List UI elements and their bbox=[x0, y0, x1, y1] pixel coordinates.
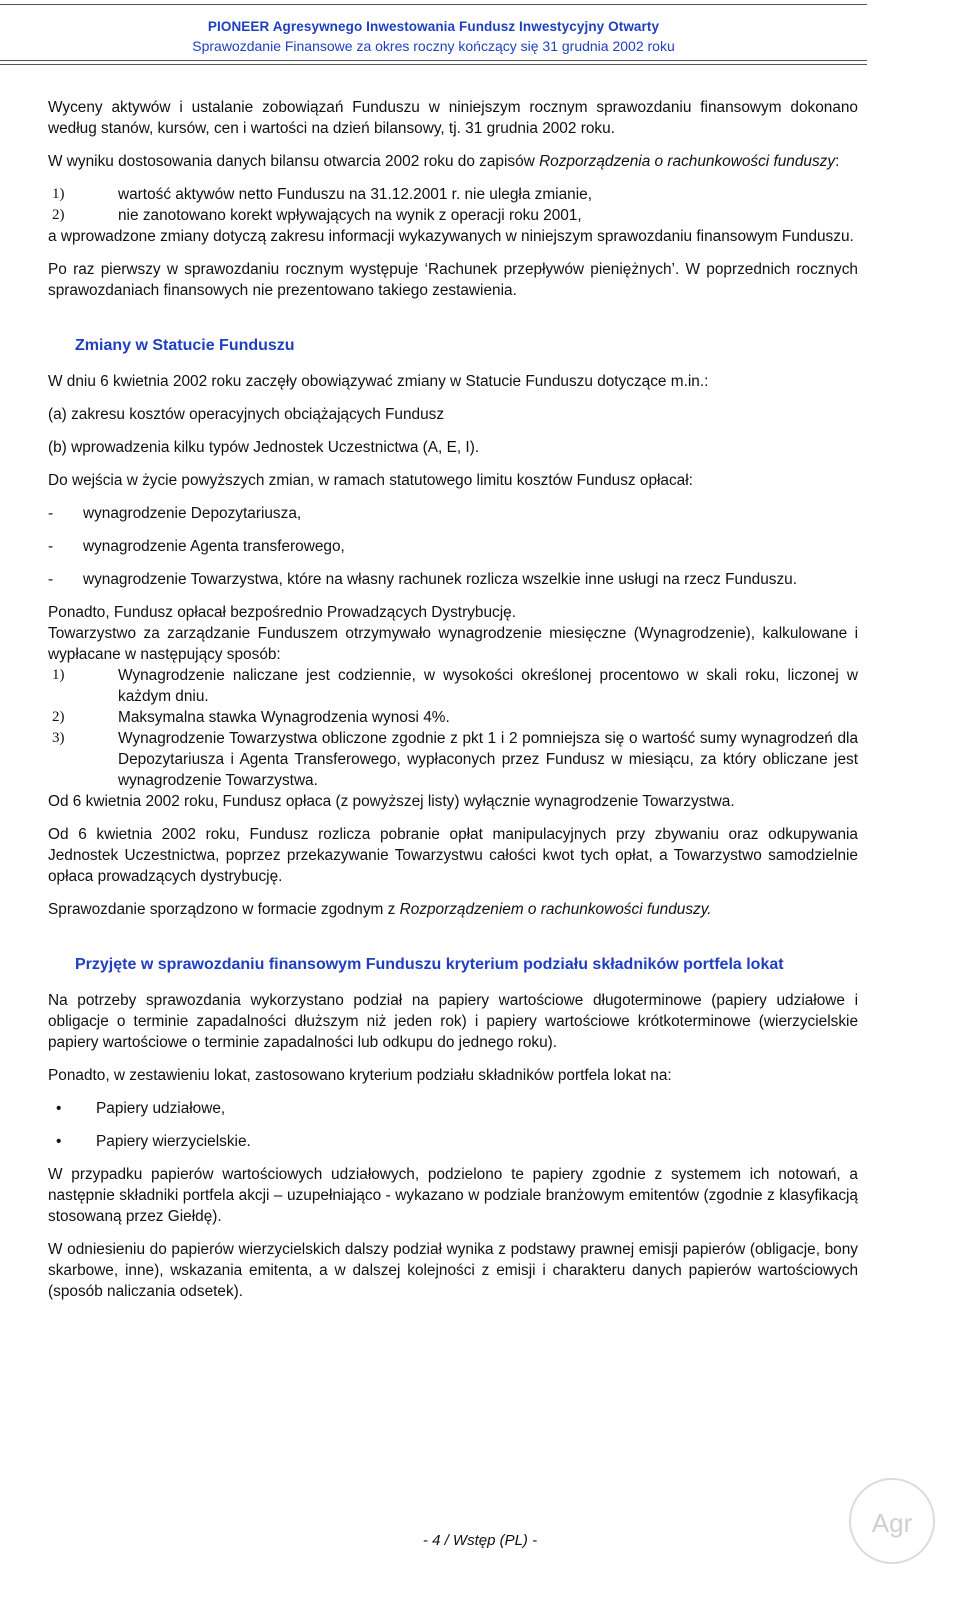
paragraph-fees: Od 6 kwietnia 2002 roku, Fundusz rozlicza pobranie opłat manipulacyjnych przy zbywaniu oraz odkupywania Jednostek Uczestnictwa, poprzez przekazywanie Towarzystwu całości kwot tych opłat, a Towarzystwo samodzielnie opłaca prowadzących dystrybucję. bbox=[48, 826, 858, 885]
paragraph-from-april: Od 6 kwietnia 2002 roku, Fundusz opłaca (z powyższej listy) wyłącznie wynagrodzenie Towarzystwa. bbox=[48, 793, 735, 810]
paragraph-portfolio-intro: Ponadto, w zestawieniu lokat, zastosowano kryterium podziału składników portfela lokat na: bbox=[48, 1067, 672, 1084]
header-rule-top bbox=[0, 4, 867, 5]
numbered-item bbox=[48, 707, 858, 728]
dash-list-item bbox=[48, 569, 858, 590]
page-footer: - 4 / Wstęp (PL) - bbox=[422, 1532, 538, 1549]
item-number: 1) bbox=[52, 186, 65, 202]
paragraph-debt: W odniesieniu do papierów wierzycielskich dalszy podział wynika z podstawy prawnej emisji papierów (obligacje, bony skarbowe, inne), wskazania emitenta, a w dalszej kolejności z emisji i charakteru danych papierów wartościowych (sposób naliczania odsetek). bbox=[48, 1241, 858, 1300]
dash-marker: - bbox=[48, 571, 54, 588]
item-text: Wynagrodzenie Towarzystwa obliczone zgodnie z pkt 1 i 2 pomniejsza się o wartość sumy wynagrodzeń dla Depozytariusza i Agenta Transferowego, wypłaconych przez Fundusz w miesiącu, za który obliczane jest wynagrodzenie Towarzystwa. bbox=[118, 730, 858, 789]
dash-text: wynagrodzenie Agenta transferowego, bbox=[83, 538, 345, 555]
header-rule-bottom-double bbox=[0, 64, 867, 65]
paragraph-securities-split: Na potrzeby sprawozdania wykorzystano podział na papiery wartościowe długoterminowe (papiery udziałowe i obligacje o terminie zapadalności dłuższym niż jeden rok) i papiery wartościowe krótkoterminowe (wierzycielskie papiery wartościowe o terminie zapadalności lub odkupu do jednego roku). bbox=[48, 992, 858, 1051]
item-number: 2) bbox=[52, 207, 65, 223]
bullet-marker: • bbox=[56, 1100, 62, 1117]
item-number: 2) bbox=[52, 709, 65, 725]
paragraph-cash-flow: Po raz pierwszy w sprawozdaniu rocznym występuje ‘Rachunek przepływów pieniężnych’. W poprzednich rocznych sprawozdaniach finansowych nie prezentowano takiego zestawienia. bbox=[48, 261, 858, 299]
item-text: wartość aktywów netto Funduszu na 31.12.2001 r. nie uległa zmianie, bbox=[118, 186, 592, 203]
paragraph-changes-scope: a wprowadzone zmiany dotyczą zakresu informacji wykazywanych w niniejszym sprawozdaniu finansowym Funduszu. bbox=[48, 228, 854, 245]
dash-text: wynagrodzenie Depozytariusza, bbox=[83, 505, 302, 522]
paragraph-item-a: (a) zakresu kosztów operacyjnych obciążających Fundusz bbox=[48, 406, 445, 423]
bullet-item bbox=[48, 1131, 858, 1152]
paragraph-distributors: Ponadto, Fundusz opłacał bezpośrednio Prowadzących Dystrybucję. bbox=[48, 604, 516, 621]
dash-list-item bbox=[48, 536, 858, 557]
regulation-reference: Rozporządzenia o rachunkowości funduszy bbox=[539, 153, 836, 170]
item-text: nie zanotowano korekt wpływających na wynik z operacji roku 2001, bbox=[118, 207, 582, 224]
section-heading-statute-changes: Zmiany w Statucie Funduszu bbox=[75, 337, 295, 354]
item-text: Maksymalna stawka Wynagrodzenia wynosi 4%. bbox=[118, 709, 450, 726]
dash-marker: - bbox=[48, 538, 54, 555]
bullet-marker: • bbox=[56, 1133, 62, 1150]
header-rule-bottom bbox=[0, 60, 867, 61]
paragraph-adjustment-text: W wyniku dostosowania danych bilansu otwarcia 2002 roku do zapisów bbox=[48, 153, 540, 170]
bullet-item bbox=[48, 1098, 858, 1119]
numbered-item bbox=[48, 728, 858, 791]
paragraph-adjustment-colon: : bbox=[835, 153, 840, 170]
dash-marker: - bbox=[48, 505, 54, 522]
paragraph-remuneration: Towarzystwo za zarządzanie Funduszem otrzymywało wynagrodzenie miesięczne (Wynagrodzenie), kalkulowane i wypłacane w następujący sposób: bbox=[48, 625, 858, 663]
numbered-item bbox=[48, 665, 858, 707]
regulation-reference: Rozporządzeniem o rachunkowości fundusz bbox=[399, 901, 701, 918]
paragraph-costs-intro: Do wejścia w życie powyższych zmian, w ramach statutowego limitu kosztów Fundusz opłacał: bbox=[48, 472, 693, 489]
report-subtitle: Sprawozdanie Finansowe za okres roczny kończący się 31 grudnia 2002 roku bbox=[192, 38, 675, 54]
dash-text: wynagrodzenie Towarzystwa, które na własny rachunek rozlicza wszelkie inne usługi na rzecz Funduszu. bbox=[83, 571, 798, 588]
section-heading-portfolio-criteria: Przyjęte w sprawozdaniu finansowym Funduszu kryterium podziału składników portfela lokat bbox=[75, 956, 784, 973]
item-text: Wynagrodzenie naliczane jest codziennie, w wysokości określonej procentowo w skali roku, liczonej w każdym dniu. bbox=[118, 667, 858, 705]
paragraph-format bbox=[48, 899, 858, 920]
numbered-item bbox=[48, 184, 858, 205]
paragraph-item-b: (b) wprowadzenia kilku typów Jednostek Uczestnictwa (A, E, I). bbox=[48, 439, 480, 456]
item-number: 3) bbox=[52, 730, 65, 746]
company-logo: Agr bbox=[849, 1478, 935, 1564]
numbered-item bbox=[48, 205, 858, 226]
paragraph-format-text: Sprawozdanie sporządzono w formacie zgodnym z bbox=[48, 901, 400, 918]
paragraph-equity: W przypadku papierów wartościowych udziałowych, podzielono te papiery zgodnie z systemem ich notowań, a następnie składniki portfela akcji – uzupełniająco - wykazano w podziale branżowym emitentów (zgodnie z klasyfikacją stosowaną przez Giełdę). bbox=[48, 1166, 858, 1225]
bullet-text: Papiery wierzycielskie. bbox=[96, 1133, 251, 1150]
document-body bbox=[48, 97, 858, 1302]
fund-name: PIONEER Agresywnego Inwestowania Fundusz Inwestycyjny Otwarty bbox=[207, 19, 660, 34]
dash-list-item bbox=[48, 503, 858, 524]
page-header bbox=[0, 0, 867, 68]
paragraph-statute-date: W dniu 6 kwietnia 2002 roku zaczęły obowiązywać zmiany w Statucie Funduszu dotyczące m.in.: bbox=[48, 373, 709, 390]
regulation-reference-end: y. bbox=[700, 901, 712, 918]
bullet-text: Papiery udziałowe, bbox=[96, 1100, 226, 1117]
paragraph-valuation: Wyceny aktywów i ustalanie zobowiązań Funduszu w niniejszym rocznym sprawozdaniu finansowym dokonano według stanów, kursów, cen i wartości na dzień bilansowy, tj. 31 grudnia 2002 roku. bbox=[48, 99, 858, 137]
item-number: 1) bbox=[52, 667, 65, 683]
paragraph-adjustment bbox=[48, 151, 858, 172]
